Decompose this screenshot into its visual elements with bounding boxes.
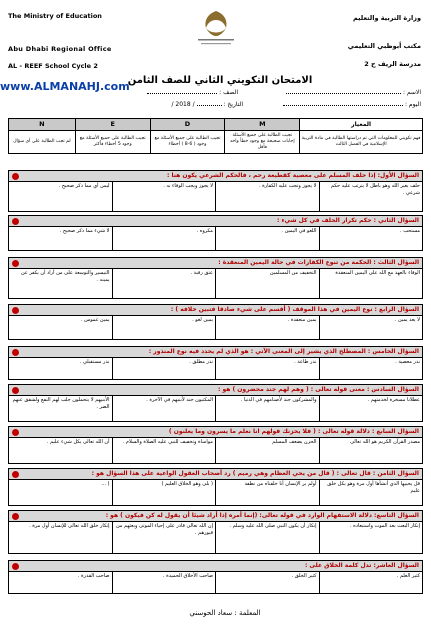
option-text: يمين لغو . <box>192 317 213 323</box>
class-field[interactable] <box>128 89 238 96</box>
school-ar: مدرسة الريف ح 2 <box>364 60 421 68</box>
option-1[interactable] <box>319 480 423 505</box>
question-8 <box>8 468 423 506</box>
option-text: لا يجوز وتجب عليه الكفارة . <box>258 183 317 189</box>
rubric-desc-n: لم تجب الطالبة على أي سؤال <box>9 131 76 154</box>
option-text: قل يحييها الذي أنشأها أول مرة وهو بكل خلق عليم <box>327 481 420 494</box>
rubric-level-n: N <box>9 119 76 131</box>
option-4[interactable] <box>9 480 112 505</box>
option-text: التخفيف من المسلمين <box>269 270 317 276</box>
option-4[interactable] <box>9 358 112 379</box>
day-field[interactable] <box>261 101 421 108</box>
option-4[interactable] <box>9 269 112 298</box>
option-4[interactable] <box>9 182 112 211</box>
date-field[interactable] <box>118 101 243 108</box>
option-3[interactable] <box>112 227 216 250</box>
question-marker-icon <box>12 563 19 570</box>
option-3[interactable] <box>112 522 216 553</box>
option-text: أن الله تعالى يكل شيء عليم . <box>46 439 110 445</box>
office-ar: مكتب أبوظبي التعليمي <box>347 42 421 50</box>
option-2[interactable] <box>215 227 319 250</box>
option-2[interactable] <box>215 269 319 298</box>
option-text: لا يعد يمين . <box>394 317 420 323</box>
teacher-signature: المعلمة : سعاد الحوسني <box>189 609 261 617</box>
option-text: اللغو في اليمين . <box>281 228 317 234</box>
question-text: السؤال الرابع : نوع اليمين في هذا الموقف ( أقسم على شيء صادقا فتبين خلافه ) : <box>170 306 419 313</box>
option-4[interactable] <box>9 227 112 250</box>
office-en: Abu Dhabi Regional Office <box>8 45 112 53</box>
option-text: كثير العلم . <box>396 573 420 579</box>
question-10 <box>8 560 423 594</box>
option-4[interactable] <box>9 396 112 421</box>
option-2[interactable] <box>215 316 319 339</box>
option-2[interactable] <box>215 396 319 421</box>
option-text: إنكار البعث بعد الموت واستبعاده . <box>349 523 420 529</box>
option-text: إنكار أن يكون النبي صلى الله عليه وسلم . <box>229 523 317 529</box>
question-marker-icon <box>12 349 19 356</box>
date-label: التاريخ : <box>223 101 243 108</box>
question-text: السؤال الثامن : قال تعالى : ( قال من يحي العظام وهي رميم ) رد أصحاب العقول الواعية على هذا السؤال هو : <box>91 470 419 477</box>
question-2 <box>8 215 423 251</box>
option-3[interactable] <box>112 316 216 339</box>
option-text: كثير الخلق . <box>291 573 317 579</box>
option-4[interactable] <box>9 316 112 339</box>
ministry-ar: وزارة التربية والتعليم <box>353 14 421 22</box>
option-text: مصدر القرآن الكريم هو الله تعالى <box>350 439 420 445</box>
question-marker-icon <box>12 513 19 520</box>
option-text: ( بلى وهو الخلاق العليم ) <box>161 481 213 487</box>
option-text: إن الله تعالى قادر على إحياء الموتى وبعثهم من قبورهم . <box>115 523 213 536</box>
question-4 <box>8 304 423 340</box>
question-9 <box>8 510 423 554</box>
option-text: إنكار خلق الله تعالى للإنسان أول مرة . <box>29 523 110 529</box>
option-text: عتق رقبة . <box>190 270 213 276</box>
option-1[interactable] <box>319 316 423 339</box>
question-marker-icon <box>12 387 19 394</box>
question-marker-icon <box>12 260 19 267</box>
option-text: عطلانا مسخرة لخدمتهم . <box>367 397 420 403</box>
option-3[interactable] <box>112 358 216 379</box>
option-1[interactable] <box>319 227 423 250</box>
option-text: يمين منعقدة . <box>287 317 317 323</box>
option-text: التيسير والتوسعة على من أراد أن يكفر عن يمينه . <box>21 270 110 283</box>
rubric-desc-m: تجيب الطالبة على جميع الأسئلة إجابات صحيحة مع وجود خطأ واحد فأقل <box>225 131 300 154</box>
option-4[interactable] <box>9 438 112 463</box>
option-text: صاحب الأخلاق الحميدة . <box>162 573 213 579</box>
option-text: نذر مطلق . <box>189 359 213 365</box>
watermark-url: www.ALMANAHJ.com <box>0 80 130 93</box>
question-marker-icon <box>12 173 19 180</box>
question-text: السؤال التاسع: دلالة الاستفهام الوارد في قوله تعالى: (إنما أمره إذا أراد شيئا أن يقول له كن فيكون ) هو : <box>105 512 419 519</box>
question-5 <box>8 346 423 380</box>
question-marker-icon <box>12 429 19 436</box>
option-2[interactable] <box>215 438 319 463</box>
option-2[interactable] <box>215 480 319 505</box>
option-text: نذر طاعة . <box>294 359 317 365</box>
option-1[interactable] <box>319 396 423 421</box>
option-2[interactable] <box>215 572 319 593</box>
option-1[interactable] <box>319 522 423 553</box>
rubric-desc-criterion: فهم تكويني للمعلومات التي تم دراستها الطالبة في مادة التربية الإسلامية في الفصل الثالث <box>300 131 423 154</box>
option-3[interactable] <box>112 182 216 211</box>
rubric-level-m: M <box>225 119 300 131</box>
option-text: نذر مستقبلي . <box>79 359 110 365</box>
question-text: السؤال الثاني : حكم تكرار الحلف في كل شيء : <box>277 217 419 224</box>
question-marker-icon <box>12 471 19 478</box>
option-text: مواساة وتخفيف للنبي عليه الصلاة والسلام . <box>122 439 213 445</box>
question-text: السؤال العاشر: تدل كلمة الخلاق على : <box>304 562 419 569</box>
question-text: السؤال السادس : معنى قوله تعالى : ( وهم لهم جند محضرون ) هو : <box>217 386 419 393</box>
option-text: أولم ير الإنسان أنا خلقناه من نطفة <box>244 481 317 487</box>
rubric-level-d: D <box>150 119 225 131</box>
option-1[interactable] <box>319 358 423 379</box>
option-text: الأبنيهم لا يتحملون جلب لهم النفع ولشقق عنهم الضر . <box>12 397 110 410</box>
option-text: حلف بغير الله وهو باطل لا يترتب عليه حكم شرعي . <box>330 183 420 196</box>
option-text: لا يجوز ويجب الوفاء به . <box>163 183 213 189</box>
ministry-logo <box>186 8 246 48</box>
option-4[interactable] <box>9 572 112 593</box>
rubric-level-e: E <box>75 119 150 131</box>
option-1[interactable] <box>319 269 423 298</box>
question-marker-icon <box>12 307 19 314</box>
option-text: الوفاء بالعهد مع الله على اليمين المنعقدة <box>335 270 420 276</box>
option-1[interactable] <box>319 572 423 593</box>
school-en: AL - REEF School Cycle 2 <box>8 62 98 70</box>
name-label: الاسم : <box>402 89 421 96</box>
option-text: لا شيء مما ذكر صحيح . <box>59 228 110 234</box>
date-value: / 2018 / <box>171 101 195 108</box>
option-3[interactable] <box>112 396 216 421</box>
option-3[interactable] <box>112 269 216 298</box>
rubric-desc-e: تجيب الطالبة على جميع الأسئلة مع وجود 5 أخطاء فأكثر <box>75 131 150 154</box>
question-text: السؤال الخامس : المصطلح الذي يشير إلى المعنى الآتي : هو الذي لم يحدد فيه نوع المنذور : <box>148 348 419 355</box>
option-text: ليس أي مما ذكر صحيح . <box>58 183 110 189</box>
question-text: السؤال الثالث : الحكمة من تنوع الكفارات في حالة اليمين المنعقدة : <box>218 259 419 266</box>
option-3[interactable] <box>112 438 216 463</box>
option-text: مستحب . <box>400 228 420 234</box>
rubric-desc-d: تجيب الطالبة على جميع الأسئلة مع وجود ( 6-8 ) أخطاء <box>150 131 225 154</box>
option-text: الحزن يضعف المسلم <box>272 439 317 445</box>
option-text: والمشركون جند لأصنامهم في الدنيا . <box>240 397 317 403</box>
rubric-criterion-label: المعيار <box>300 119 423 131</box>
exam-title: الامتحان التكويني الثاني للصف الثامن <box>127 75 313 86</box>
option-2[interactable] <box>215 182 319 211</box>
option-text: ( ... <box>101 481 110 487</box>
question-1 <box>8 170 423 212</box>
option-3[interactable] <box>112 480 216 505</box>
option-text: نذر معصية . <box>395 359 420 365</box>
option-text: صاحب القدرة . <box>77 573 110 579</box>
option-2[interactable] <box>215 522 319 553</box>
question-3 <box>8 257 423 299</box>
ministry-en: The Ministry of Education <box>8 12 102 20</box>
day-label: اليوم : <box>404 101 421 108</box>
option-text: يمين غموس . <box>80 317 110 323</box>
question-7 <box>8 426 423 464</box>
question-marker-icon <box>12 218 19 225</box>
option-text: مكروه . <box>196 228 213 234</box>
option-text: المكتبون جند لأبنيهم في الآخرة . <box>146 397 213 403</box>
option-2[interactable] <box>215 358 319 379</box>
option-1[interactable] <box>319 438 423 463</box>
question-text: السؤال السابع : دلالة قوله تعالى : ( فلا يحزنك قولهم انا نعلم ما يسرون وما يعلنون ) <box>168 428 419 435</box>
option-1[interactable] <box>319 182 423 211</box>
name-field[interactable] <box>261 89 421 96</box>
question-6 <box>8 384 423 422</box>
option-4[interactable] <box>9 522 112 553</box>
question-text: السؤال الأول: إذا حلف المسلم على معصية كقطيعة رحم ، فالحكم الشرعي يكون هنا : <box>166 172 419 179</box>
rubric-table <box>8 118 423 154</box>
option-3[interactable] <box>112 572 216 593</box>
class-label: الصف : <box>219 89 238 96</box>
